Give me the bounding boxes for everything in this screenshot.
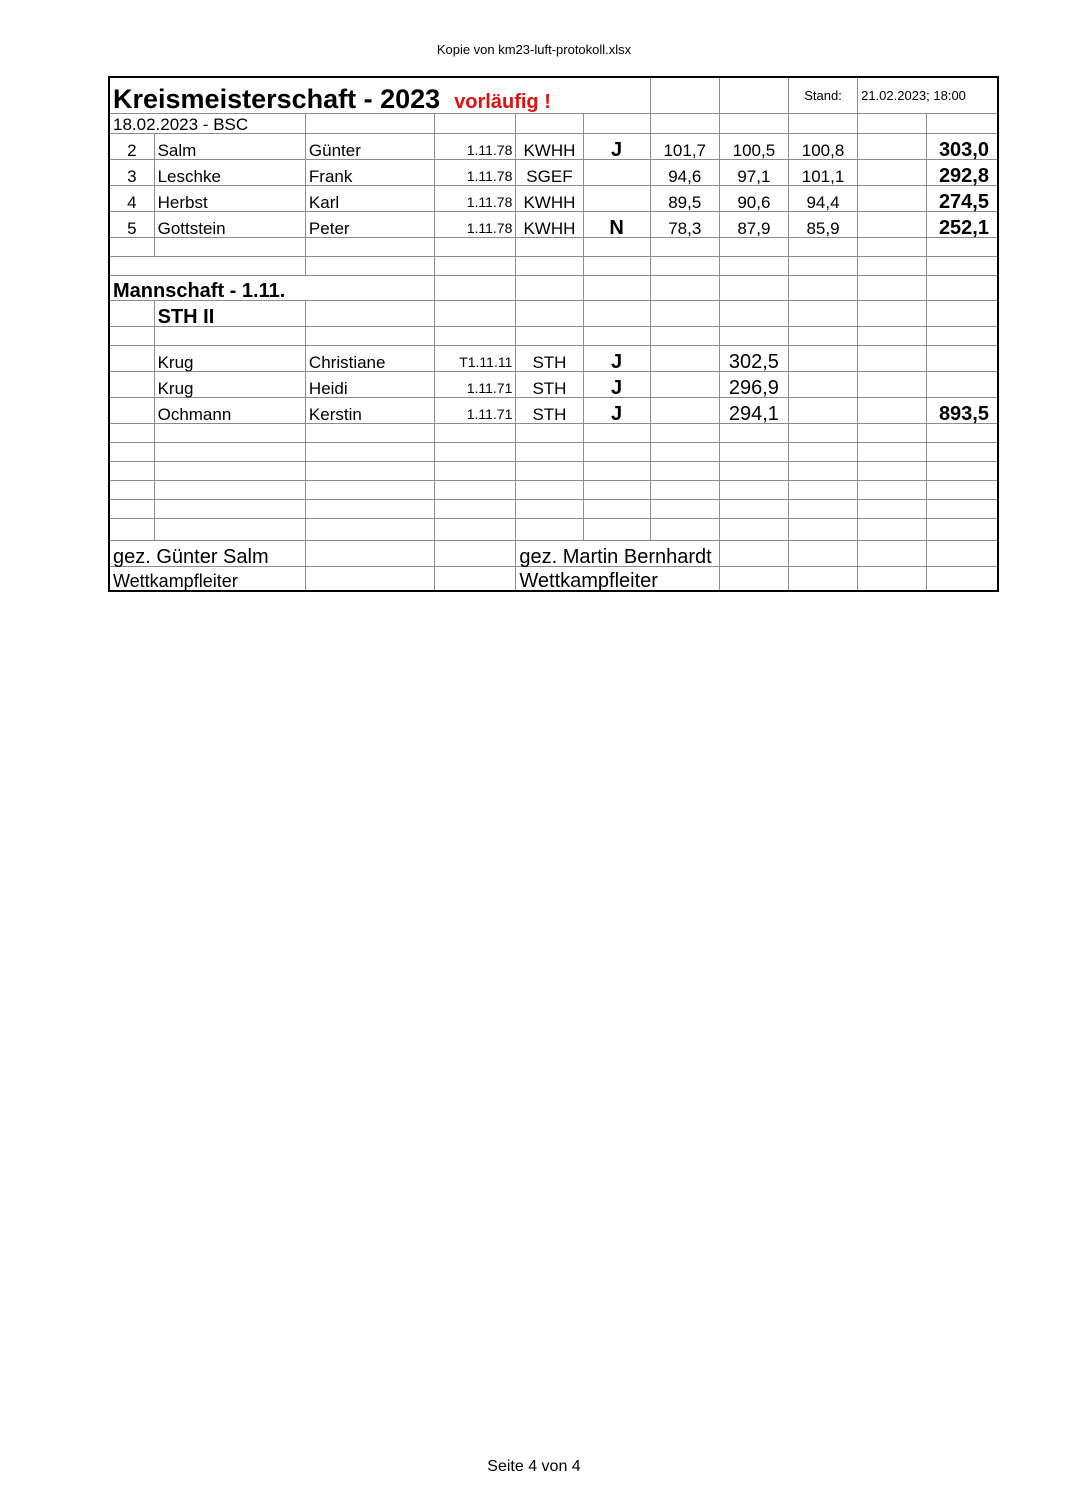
class: 1.11.78 <box>435 133 516 159</box>
club: KWHH <box>516 185 583 211</box>
title-row <box>109 77 998 113</box>
member-first-name: Heidi <box>305 371 434 397</box>
series-2: 90,6 <box>719 185 788 211</box>
member-class: T1.11.11 <box>435 345 516 371</box>
series-2: 97,1 <box>719 159 788 185</box>
member-club: STH <box>516 371 583 397</box>
team-section-title: Mannschaft - 1.11. <box>109 275 435 300</box>
last-name: Leschke <box>154 159 305 185</box>
flag: J <box>583 133 650 159</box>
empty-row <box>109 518 998 540</box>
event-subtitle: 18.02.2023 - BSC <box>109 113 305 133</box>
first-name: Günter <box>305 133 434 159</box>
stand-value: 21.02.2023; 18:00 <box>858 77 998 113</box>
empty-row <box>109 237 998 256</box>
last-name: Salm <box>154 133 305 159</box>
series-3: 94,4 <box>788 185 857 211</box>
class: 1.11.78 <box>435 185 516 211</box>
member-last-name: Krug <box>154 345 305 371</box>
first-name: Karl <box>305 185 434 211</box>
member-score: 296,9 <box>719 371 788 397</box>
series-3: 100,8 <box>788 133 857 159</box>
flag <box>583 185 650 211</box>
club: SGEF <box>516 159 583 185</box>
member-score: 302,5 <box>719 345 788 371</box>
member-flag: J <box>583 345 650 371</box>
team-member-row <box>109 345 998 371</box>
signature-role-row <box>109 566 998 591</box>
series-1: 101,7 <box>650 133 719 159</box>
empty-row <box>109 461 998 480</box>
status-badge: vorläufig ! <box>454 90 551 113</box>
table-row <box>109 185 998 211</box>
club: KWHH <box>516 211 583 237</box>
table-row <box>109 159 998 185</box>
member-club: STH <box>516 345 583 371</box>
series-1: 78,3 <box>650 211 719 237</box>
member-club: STH <box>516 397 583 423</box>
member-first-name: Kerstin <box>305 397 434 423</box>
table-row <box>109 133 998 159</box>
club: KWHH <box>516 133 583 159</box>
page-header: Kopie von km23-luft-protokoll.xlsx <box>436 42 632 57</box>
total-score: 292,8 <box>927 159 998 185</box>
series-1: 94,6 <box>650 159 719 185</box>
member-score: 294,1 <box>719 397 788 423</box>
empty-row <box>109 326 998 345</box>
left-signature-role: Wettkampfleiter <box>109 566 305 591</box>
empty-row <box>109 423 998 442</box>
signature-row <box>109 540 998 566</box>
member-last-name: Ochmann <box>154 397 305 423</box>
sheet-title: Kreismeisterschaft - 2023 <box>113 83 441 114</box>
member-class: 1.11.71 <box>435 371 516 397</box>
class: 1.11.78 <box>435 159 516 185</box>
team-total <box>927 345 998 371</box>
right-signature-role: Wettkampfleiter <box>516 566 719 591</box>
total-score: 252,1 <box>927 211 998 237</box>
team-member-row <box>109 397 998 423</box>
class: 1.11.78 <box>435 211 516 237</box>
total-score: 274,5 <box>927 185 998 211</box>
flag <box>583 159 650 185</box>
member-class: 1.11.71 <box>435 397 516 423</box>
empty-row <box>109 256 998 275</box>
team-total: 893,5 <box>927 397 998 423</box>
left-signature-name: gez. Günter Salm <box>109 540 305 566</box>
subtitle-row <box>109 113 998 133</box>
empty-row <box>109 442 998 461</box>
first-name: Frank <box>305 159 434 185</box>
title-cell <box>109 77 583 113</box>
series-2: 100,5 <box>719 133 788 159</box>
first-name: Peter <box>305 211 434 237</box>
empty-row <box>109 480 998 499</box>
flag: N <box>583 211 650 237</box>
right-signature-name: gez. Martin Bernhardt <box>516 540 719 566</box>
series-1: 89,5 <box>650 185 719 211</box>
series-3: 101,1 <box>788 159 857 185</box>
team-total <box>927 371 998 397</box>
page-footer: Seite 4 von 4 <box>487 1458 581 1475</box>
rank: 5 <box>109 211 154 237</box>
empty-row <box>109 499 998 518</box>
member-last-name: Krug <box>154 371 305 397</box>
rank: 2 <box>109 133 154 159</box>
member-flag: J <box>583 397 650 423</box>
series-3: 85,9 <box>788 211 857 237</box>
results-sheet <box>108 76 999 592</box>
total-score: 303,0 <box>927 133 998 159</box>
rank: 4 <box>109 185 154 211</box>
last-name: Herbst <box>154 185 305 211</box>
team-name-row <box>109 300 998 326</box>
team-name: STH II <box>154 300 305 326</box>
member-flag: J <box>583 371 650 397</box>
stand-label: Stand: <box>788 77 857 113</box>
last-name: Gottstein <box>154 211 305 237</box>
table-row <box>109 211 998 237</box>
member-first-name: Christiane <box>305 345 434 371</box>
rank: 3 <box>109 159 154 185</box>
team-member-row <box>109 371 998 397</box>
series-2: 87,9 <box>719 211 788 237</box>
team-section-row <box>109 275 998 300</box>
